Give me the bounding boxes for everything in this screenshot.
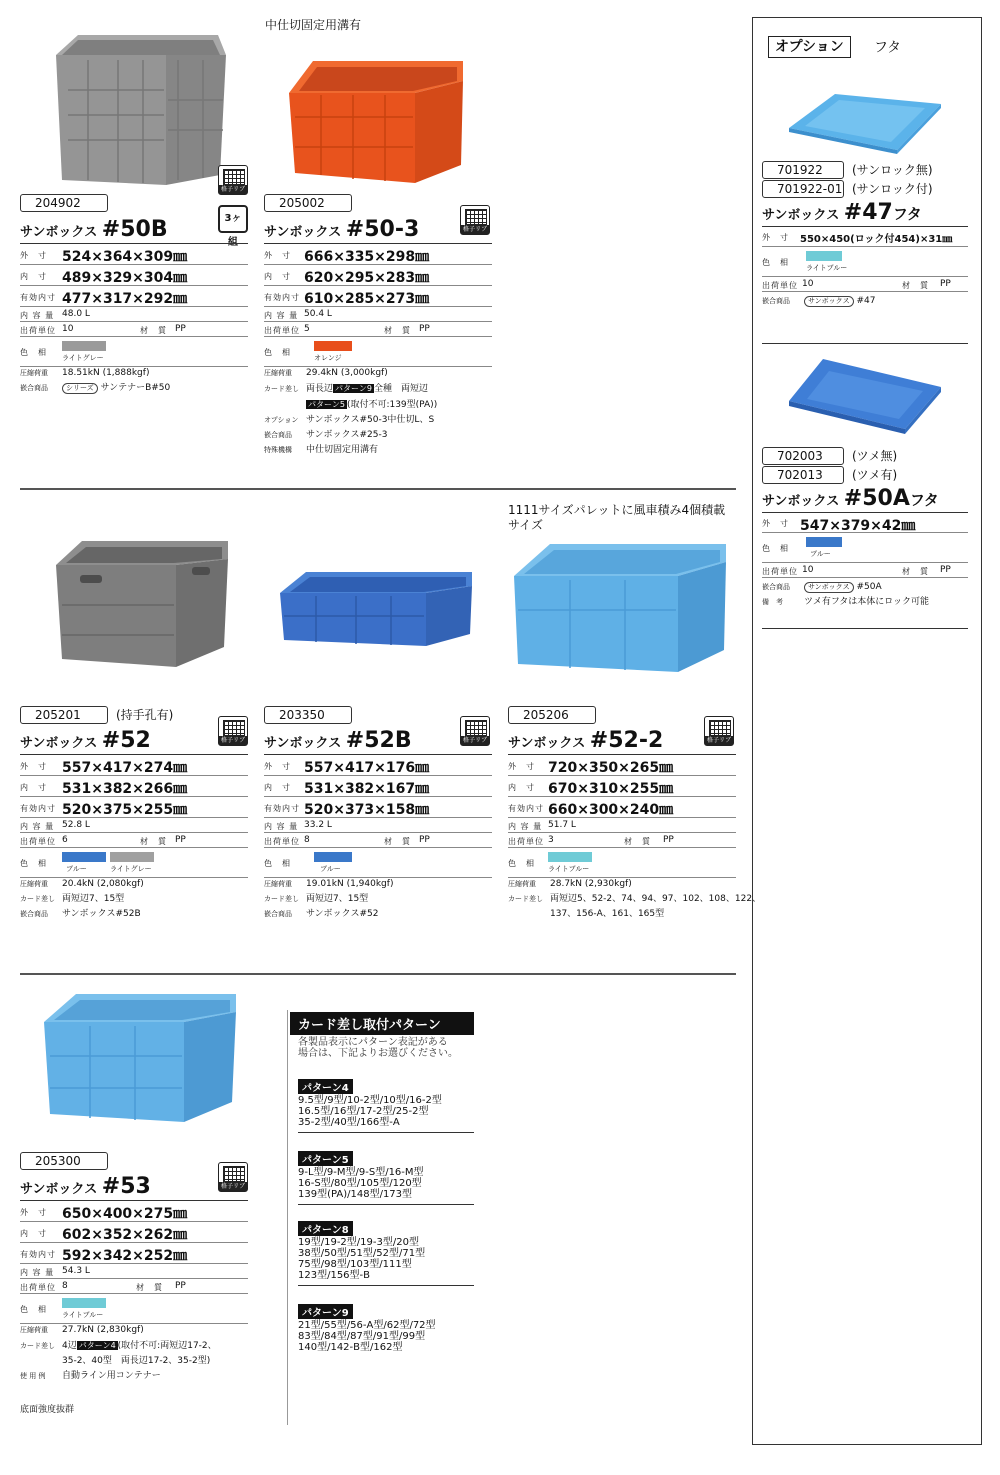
product-name: サンボックス #50-3 xyxy=(264,217,420,242)
load: 18.51kN (1,888kgf) xyxy=(62,368,150,378)
product-info: 圧縮荷重 28.7kN (2,930kgf) カード差し 両短辺5、52-2、74、94、97、102、108、122、 137、156-A、161、165型 xyxy=(508,879,762,919)
product-info: 圧縮荷重 18.51kN (1,888kgf) 嵌合商品 シリーズ サンテナーB#50 xyxy=(20,368,171,393)
lid-divider xyxy=(762,343,968,344)
lid-info: 嵌合商品 サンボックス #47 xyxy=(762,296,876,306)
color-swatch xyxy=(62,341,106,351)
grid-rib-icon: 格子リブ xyxy=(218,165,248,195)
card-pattern-title: カード差し取付パターン xyxy=(290,1012,474,1035)
footnote: 底面強度抜群 xyxy=(20,1405,75,1415)
product-name: サンボックス #52B xyxy=(264,728,412,753)
color-swatch xyxy=(314,852,352,862)
lid-spec: 外 寸 550×450(ロック付454)×31㎜ 色 相 ライトブルー 出荷単位 10 材 質 PP xyxy=(762,227,968,292)
card-pattern-intro: 各製品表示にパターン表記がある 場合は、下記よりお選びください。 xyxy=(298,1037,458,1059)
section-divider-1 xyxy=(20,488,736,490)
lid-spec: 外 寸 547×379×42㎜ 色 相 ブルー 出荷単位 10 材 質 PP xyxy=(762,513,968,578)
spec-table: 外 寸 666×335×298㎜ 内 寸 620×295×283㎜ 有効内寸 610×285×273㎜ 内 容 量 50.4 L 出荷単位 5 材 質 PP 色 相 オレンジ xyxy=(264,244,492,367)
color-name: ライトグレー xyxy=(62,354,104,362)
product-code: 205300 xyxy=(20,1152,108,1170)
lid-code-1: 702003 xyxy=(762,447,844,465)
lid-note-2: (ツメ有) xyxy=(852,468,898,482)
product-image-lid50a xyxy=(785,355,945,435)
color-swatch xyxy=(62,852,106,862)
series-pill: シリーズ xyxy=(62,383,98,394)
pattern-5: パターン5 9-L型/9-M型/9-S型/16-M型 16-S型/80型/105型/120型 139型(PA)/148型/173型 xyxy=(298,1148,474,1205)
color-swatch xyxy=(62,1298,106,1308)
product-name: サンボックス #50B xyxy=(20,217,168,242)
product-image-52b xyxy=(276,568,476,648)
groove-note: 中仕切固定用溝有 xyxy=(265,18,362,32)
color-swatch xyxy=(110,852,154,862)
grid-rib-icon: 格子リブ xyxy=(704,716,734,746)
outer-size: 524×364×309㎜ xyxy=(62,249,188,265)
product-info: 圧縮荷重 29.4kN (3,000kgf) カード差し 両長辺 パターン9 全種 両短辺 パターン5 (取付不可:139型(PA)) オプション サンボックス#50-3中仕切L、S 嵌合商品 サンボックス#25-3 特殊機構 中仕切固定用溝有 xyxy=(264,368,438,455)
compat: サンテナーB#50 xyxy=(100,383,171,393)
option-title-rest: フタ xyxy=(874,40,902,56)
product-info: 圧縮荷重 19.01kN (1,940kgf) カード差し 両短辺7、15型 嵌合商品 サンボックス#52 xyxy=(264,879,394,919)
grid-rib-icon: 格子リブ xyxy=(460,716,490,746)
spec-table: 外 寸 557×417×274㎜ 内 寸 531×382×266㎜ 有効内寸 520×375×255㎜ 内 容 量 52.8 L 出荷単位 6 材 質 PP 色 相 ブルー ライトグレー xyxy=(20,755,248,878)
lid-note-1: (サンロック無) xyxy=(852,163,933,177)
inner-size: 489×329×304㎜ xyxy=(62,270,188,286)
lid-divider xyxy=(762,628,968,629)
product-image-53 xyxy=(40,990,240,1125)
spec-table: 外 寸 557×417×176㎜ 内 寸 531×382×167㎜ 有効内寸 520×373×158㎜ 内 容 量 33.2 L 出荷単位 8 材 質 PP 色 相 ブルー xyxy=(264,755,492,878)
lid-note-2: (サンロック付) xyxy=(852,182,933,196)
grid-rib-icon: 格子リブ xyxy=(460,205,490,235)
product-code: 204902 xyxy=(20,194,108,212)
grid-rib-icon: 格子リブ xyxy=(218,1162,248,1192)
capacity: 48.0 L xyxy=(62,309,90,319)
spec-table: 外 寸 650×400×275㎜ 内 寸 602×352×262㎜ 有効内寸 592×342×252㎜ 内 容 量 54.3 L 出荷単位 8 材 質 PP 色 相 ライトブルー xyxy=(20,1201,248,1324)
lid-name: サンボックス #47フタ xyxy=(762,200,922,225)
product-name: サンボックス #53 xyxy=(20,1174,151,1199)
product-code: 205002 xyxy=(264,194,352,212)
product-image-52 xyxy=(52,535,232,670)
pallet-note: 1111サイズパレットに風車積み4個積載サイズ xyxy=(508,503,726,532)
product-image-52-2 xyxy=(510,540,730,675)
option-title-box: オプション xyxy=(768,36,851,58)
product-image-lid47 xyxy=(785,90,945,155)
pattern-8: パターン8 19型/19-2型/19-3型/20型 38型/50型/51型/52型/71型 75型/98型/103型/111型 123型/156型-B xyxy=(298,1218,474,1286)
unit: 10 xyxy=(62,324,74,334)
lid-code-2: 701922-01 xyxy=(762,180,844,198)
product-code: 203350 xyxy=(264,706,352,724)
effective-size: 477×317×292㎜ xyxy=(62,291,188,307)
spec-table: 外 寸 524×364×309㎜ 内 寸 489×329×304㎜ 有効内寸 477×317×292㎜ 内 容 量 48.0 L 出荷単位 10 材 質 PP 色 相 ライトグレー xyxy=(20,244,248,367)
pattern-4: パターン4 9.5型/9型/10-2型/10型/16-2型 16.5型/16型/17-2型/25-2型 35-2型/40型/166型-A xyxy=(298,1076,474,1133)
three-pack-badge: 3ヶ xyxy=(218,205,248,233)
lid-info: 嵌合商品 サンボックス #50A 備 考 ツメ有フタは本体にロック可能 xyxy=(762,582,930,607)
product-name: サンボックス #52 xyxy=(20,728,151,753)
product-code: 205206 xyxy=(508,706,596,724)
pattern-9: パターン9 21型/55型/56-A型/62型/72型 83型/84型/87型/91型/99型 140型/142-B型/162型 xyxy=(298,1301,474,1353)
lid-code-1: 701922 xyxy=(762,161,844,179)
product-info: 圧縮荷重 27.7kN (2,830kgf) カード差し 4辺 パターン4 (取付不可:両短辺17-2、 35-2、40型 両長辺17-2、35-2型) 使 用 例 自動ライン用コンテナー xyxy=(20,1325,217,1381)
product-image-50-3 xyxy=(285,55,467,185)
product-code: 205201 xyxy=(20,706,108,724)
color-swatch xyxy=(806,537,842,547)
lid-note-1: (ツメ無) xyxy=(852,449,898,463)
material: PP xyxy=(175,324,186,334)
color-swatch xyxy=(314,341,352,351)
color-swatch xyxy=(548,852,592,862)
section-divider-2 xyxy=(20,973,736,975)
product-image-50b xyxy=(48,30,232,190)
code-note: (持手孔有) xyxy=(116,708,174,722)
product-name: サンボックス #52-2 xyxy=(508,728,664,753)
color-swatch xyxy=(806,251,842,261)
grid-rib-icon: 格子リブ xyxy=(218,716,248,746)
product-info: 圧縮荷重 20.4kN (2,080kgf) カード差し 両短辺7、15型 嵌合商品 サンボックス#52B xyxy=(20,879,144,919)
spec-table: 外 寸 720×350×265㎜ 内 寸 670×310×255㎜ 有効内寸 660×300×240㎜ 内 容 量 51.7 L 出荷単位 3 材 質 PP 色 相 ライトブルー xyxy=(508,755,736,878)
lid-name: サンボックス #50Aフタ xyxy=(762,486,939,511)
pattern-divider xyxy=(287,1010,288,1425)
lid-code-2: 702013 xyxy=(762,466,844,484)
